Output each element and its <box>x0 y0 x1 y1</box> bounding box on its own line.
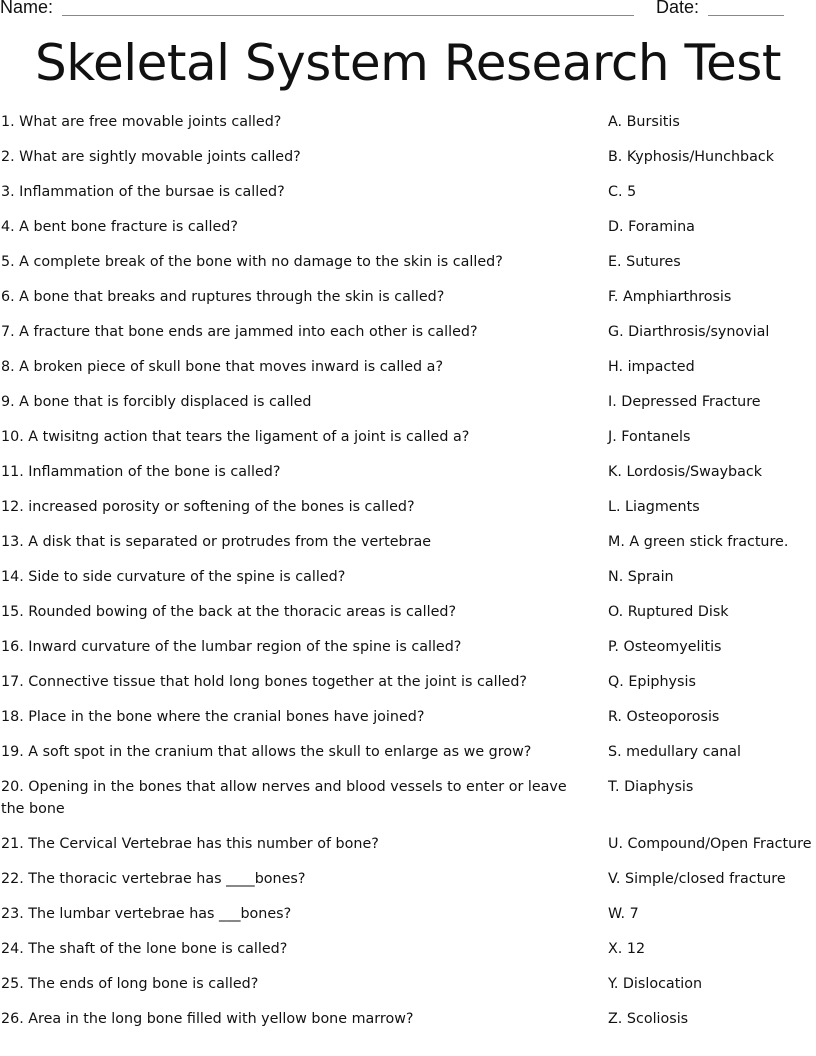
question-row <box>0 426 816 448</box>
answer-option: V. Simple/closed fracture <box>608 871 786 887</box>
question-text: 1. What are free movable joints called? <box>1 114 282 130</box>
question-text: 3. Inflammation of the bursae is called? <box>1 184 285 200</box>
question-text: 13. A disk that is separated or protrudes from the vertebrae <box>1 534 432 550</box>
question-text: 10. A twisitng action that tears the ligament of a joint is called a? <box>1 429 470 445</box>
question-row <box>0 531 816 553</box>
question-row <box>0 741 816 763</box>
answer-option: K. Lordosis/Swayback <box>608 464 763 480</box>
question-text: 23. The lumbar vertebrae has ___bones? <box>1 906 292 922</box>
question-text: 6. A bone that breaks and ruptures through the skin is called? <box>1 289 445 305</box>
question-row <box>0 286 816 308</box>
question-text: 12. increased porosity or softening of the bones is called? <box>1 499 415 515</box>
question-text: 18. Place in the bone where the cranial bones have joined? <box>1 709 425 725</box>
answer-option: A. Bursitis <box>608 114 680 130</box>
answer-option: Q. Epiphysis <box>608 674 696 690</box>
question-row <box>0 321 816 343</box>
question-row <box>0 776 816 820</box>
question-row <box>0 251 816 273</box>
question-row <box>0 706 816 728</box>
answer-option: O. Ruptured Disk <box>608 604 729 620</box>
answer-option: X. 12 <box>608 941 646 957</box>
question-row <box>0 391 816 413</box>
answer-option: U. Compound/Open Fracture <box>608 836 812 852</box>
question-text: 8. A broken piece of skull bone that moves inward is called a? <box>1 359 444 375</box>
question-text: 14. Side to side curvature of the spine is called? <box>1 569 346 585</box>
question-text: 11. Inflammation of the bone is called? <box>1 464 281 480</box>
name-field[interactable] <box>62 15 634 16</box>
question-text: 9. A bone that is forcibly displaced is called <box>1 394 312 410</box>
question-text: 16. Inward curvature of the lumbar region of the spine is called? <box>1 639 462 655</box>
question-row <box>0 216 816 238</box>
question-row <box>0 973 816 995</box>
question-row <box>0 938 816 960</box>
date-label: Date: <box>656 0 700 17</box>
question-list <box>0 111 816 1043</box>
answer-option: R. Osteoporosis <box>608 709 720 725</box>
question-text: 4. A bent bone fracture is called? <box>1 219 238 235</box>
answer-option: L. Liagments <box>608 499 700 515</box>
name-label: Name: <box>0 0 54 17</box>
answer-option: H. impacted <box>608 359 695 375</box>
question-row <box>0 636 816 658</box>
question-row <box>0 496 816 518</box>
question-row <box>0 868 816 890</box>
header <box>0 0 816 21</box>
question-text: 7. A fracture that bone ends are jammed into each other is called? <box>1 324 478 340</box>
question-text: 26. Area in the long bone filled with yellow bone marrow? <box>1 1011 414 1027</box>
question-row <box>0 566 816 588</box>
question-row <box>0 356 816 378</box>
question-row <box>0 671 816 693</box>
question-text: 17. Connective tissue that hold long bones together at the joint is called? <box>1 674 528 690</box>
question-text: 24. The shaft of the lone bone is called? <box>1 941 288 957</box>
question-text: 19. A soft spot in the cranium that allows the skull to enlarge as we grow? <box>1 744 532 760</box>
answer-option: N. Sprain <box>608 569 674 585</box>
answer-option: T. Diaphysis <box>608 779 694 795</box>
answer-option: J. Fontanels <box>608 429 691 445</box>
question-row <box>0 1008 816 1030</box>
answer-option: E. Sutures <box>608 254 681 270</box>
question-text: 2. What are sightly movable joints called? <box>1 149 301 165</box>
answer-option: Z. Scoliosis <box>608 1011 689 1027</box>
question-row <box>0 461 816 483</box>
answer-option: D. Foramina <box>608 219 695 235</box>
question-text: 22. The thoracic vertebrae has ____bones? <box>1 871 306 887</box>
question-row <box>0 903 816 925</box>
question-text: 20. Opening in the bones that allow nerves and blood vessels to enter or leave the bone <box>1 779 567 817</box>
answer-option: G. Diarthrosis/synovial <box>608 324 770 340</box>
question-text: 21. The Cervical Vertebrae has this number of bone? <box>1 836 379 852</box>
answer-option: S. medullary canal <box>608 744 742 760</box>
question-row <box>0 601 816 623</box>
question-text: 5. A complete break of the bone with no damage to the skin is called? <box>1 254 503 270</box>
answer-option: W. 7 <box>608 906 639 922</box>
answer-option: P. Osteomyelitis <box>608 639 722 655</box>
question-text: 15. Rounded bowing of the back at the thoracic areas is called? <box>1 604 457 620</box>
answer-option: F. Amphiarthrosis <box>608 289 732 305</box>
answer-option: I. Depressed Fracture <box>608 394 761 410</box>
question-row <box>0 181 816 203</box>
date-field[interactable] <box>708 15 784 16</box>
question-row <box>0 833 816 855</box>
page-title: Skeletal System Research Test <box>35 34 781 92</box>
answer-option: Y. Dislocation <box>608 976 703 992</box>
answer-option: M. A green stick fracture. <box>608 534 789 550</box>
answer-option: C. 5 <box>608 184 637 200</box>
answer-option: B. Kyphosis/Hunchback <box>608 149 775 165</box>
question-row <box>0 146 816 168</box>
question-text: 25. The ends of long bone is called? <box>1 976 259 992</box>
question-row <box>0 111 816 133</box>
